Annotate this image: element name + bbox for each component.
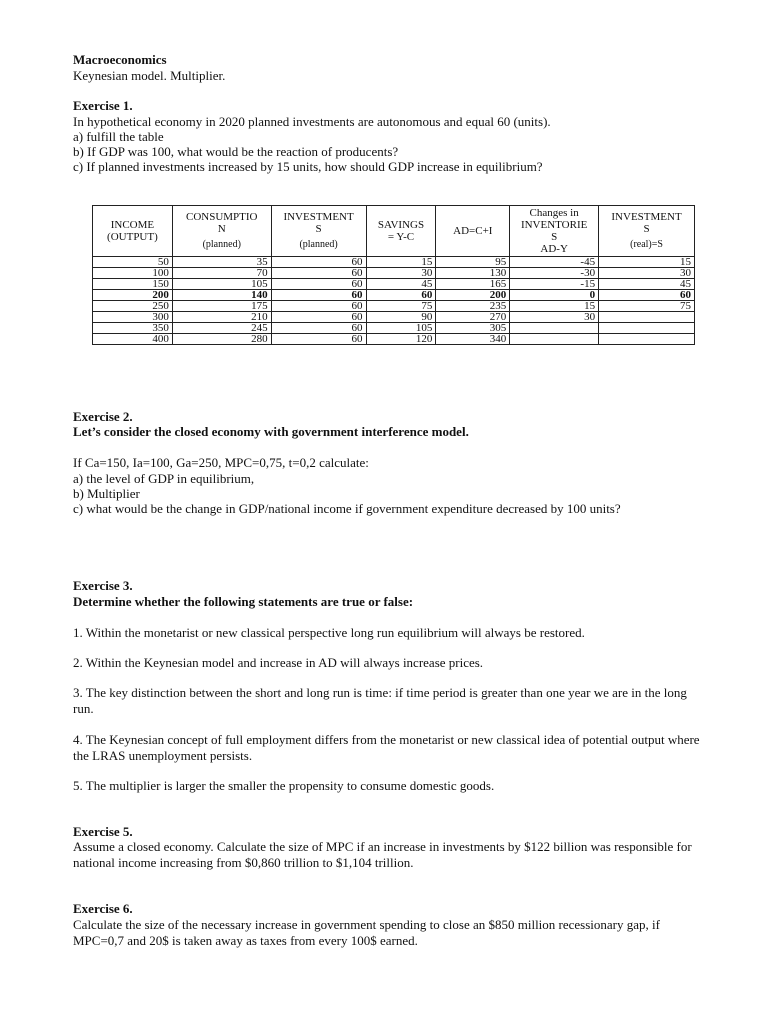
table-cell: 90 (366, 312, 436, 323)
header-label: Changes in INVENTORIE S AD-Y (520, 207, 588, 255)
table-cell: 100 (93, 268, 173, 279)
table-cell: 30 (510, 312, 599, 323)
exercise-2-given: If Ca=150, Ia=100, Ga=250, MPC=0,75, t=0,2 calculate: (73, 455, 369, 470)
table-cell: 0 (510, 290, 599, 301)
table-row (93, 268, 695, 279)
exercise-1-title: Exercise 1. (73, 98, 133, 113)
table-row (93, 257, 695, 268)
table-cell: 75 (366, 301, 436, 312)
exercise-2-b: b) Multiplier (73, 486, 140, 501)
table-cell: 280 (172, 334, 271, 345)
table-cell: 60 (271, 334, 366, 345)
table-cell: 50 (93, 257, 173, 268)
table-row (93, 290, 695, 301)
table-cell (599, 323, 695, 334)
table-cell: 60 (599, 290, 695, 301)
header-label: INVESTMENT S (283, 211, 354, 235)
table-cell: 210 (172, 312, 271, 323)
table-cell (599, 334, 695, 345)
exercise-1-a: a) fulfill the table (73, 129, 164, 144)
table-cell: 60 (271, 279, 366, 290)
statement-5: 5. The multiplier is larger the smaller the propensity to consume domestic goods. (73, 778, 495, 793)
table-cell: 70 (172, 268, 271, 279)
table-cell: 60 (271, 290, 366, 301)
table-cell: 45 (599, 279, 695, 290)
table-cell: 120 (366, 334, 436, 345)
exercise-6-text: Calculate the size of the necessary increase in government spending to close an $850 million recessionary gap, if MPC=0,7 and 20$ is taken away as taxes from every 100$ earned. (73, 917, 660, 948)
table-row (93, 334, 695, 345)
table-cell: 250 (93, 301, 173, 312)
table-cell: 105 (172, 279, 271, 290)
table-cell: 300 (93, 312, 173, 323)
table-cell: 150 (93, 279, 173, 290)
statement-3: 3. The key distinction between the short and long run is time: if time period is greater than one year we are in the long run. (73, 685, 687, 716)
table-header-cell (599, 206, 695, 257)
table-header-cell (93, 206, 173, 257)
header-label: AD=C+I (453, 225, 493, 237)
table-cell: 60 (271, 257, 366, 268)
table-header-cell (510, 206, 599, 257)
table-cell: 140 (172, 290, 271, 301)
table-body (93, 257, 695, 345)
table-cell: 60 (366, 290, 436, 301)
table-cell: 105 (366, 323, 436, 334)
table-cell: 15 (599, 257, 695, 268)
table-cell: 130 (436, 268, 510, 279)
exercise-1-intro: In hypothetical economy in 2020 planned investments are autonomous and equal 60 (units). (73, 114, 551, 129)
header-label: CONSUMPTIO N (185, 211, 258, 235)
exercise-2-title: Exercise 2. (73, 409, 133, 424)
table-header-cell (366, 206, 436, 257)
exercise-3-subtitle: Determine whether the following statements are true or false: (73, 594, 414, 609)
table-cell: -45 (510, 257, 599, 268)
table-cell: 30 (366, 268, 436, 279)
header-label: INVESTMENT S (611, 211, 682, 235)
doc-subtitle: Keynesian model. Multiplier. (73, 68, 226, 83)
table-cell: 15 (510, 301, 599, 312)
table-cell: 165 (436, 279, 510, 290)
table-cell (510, 323, 599, 334)
table-row (93, 301, 695, 312)
table-cell: 400 (93, 334, 173, 345)
table-cell: 60 (271, 268, 366, 279)
keynesian-table (92, 205, 695, 345)
table-cell: 200 (436, 290, 510, 301)
table-cell: 60 (271, 301, 366, 312)
exercise-2-subtitle: Let’s consider the closed economy with government interference model. (73, 424, 469, 439)
exercise-1-c: c) If planned investments increased by 15 units, how should GDP increase in equilibrium? (73, 159, 543, 174)
exercise-3-title: Exercise 3. (73, 578, 133, 593)
table-cell: 60 (271, 323, 366, 334)
table-header-cell (271, 206, 366, 257)
table-cell (510, 334, 599, 345)
doc-title: Macroeconomics (73, 52, 167, 67)
exercise-5-title: Exercise 5. (73, 824, 133, 839)
table-cell: 175 (172, 301, 271, 312)
table-header-cell (436, 206, 510, 257)
table-cell: 200 (93, 290, 173, 301)
exercise-2-a: a) the level of GDP in equilibrium, (73, 471, 255, 486)
exercise-6-title: Exercise 6. (73, 901, 133, 916)
table-row (93, 312, 695, 323)
table-header-row (93, 206, 695, 257)
header-label: SAVINGS = Y-C (377, 219, 425, 243)
table-row (93, 279, 695, 290)
table-header-cell (172, 206, 271, 257)
table-cell: 45 (366, 279, 436, 290)
exercise-5-text: Assume a closed economy. Calculate the size of MPC if an increase in investments by $122 billion was responsible for national income increasing from $0,860 trillion to $1,104 trillion. (73, 839, 692, 870)
table-cell: 75 (599, 301, 695, 312)
table-cell: 340 (436, 334, 510, 345)
table-cell: 245 (172, 323, 271, 334)
exercise-1-b: b) If GDP was 100, what would be the reaction of producents? (73, 144, 399, 159)
table-cell (599, 312, 695, 323)
header-sublabel: (planned) (202, 239, 241, 250)
table-cell: 35 (172, 257, 271, 268)
table-cell: -15 (510, 279, 599, 290)
header-label: INCOME (OUTPUT) (107, 219, 158, 243)
table-cell: -30 (510, 268, 599, 279)
table-row (93, 323, 695, 334)
table-cell: 60 (271, 312, 366, 323)
statement-1: 1. Within the monetarist or new classical perspective long run equilibrium will always be restored. (73, 625, 585, 640)
header-sublabel: (real)=S (630, 239, 663, 250)
header-sublabel: (planned) (299, 239, 338, 250)
table-cell: 305 (436, 323, 510, 334)
table-cell: 350 (93, 323, 173, 334)
table-cell: 15 (366, 257, 436, 268)
statement-2: 2. Within the Keynesian model and increase in AD will always increase prices. (73, 655, 484, 670)
table-cell: 95 (436, 257, 510, 268)
table-cell: 235 (436, 301, 510, 312)
table-cell: 30 (599, 268, 695, 279)
table-cell: 270 (436, 312, 510, 323)
statement-4: 4. The Keynesian concept of full employment differs from the monetarist or new classical idea of potential output where the LRAS unemployment persists. (73, 732, 700, 763)
exercise-2-c: c) what would be the change in GDP/national income if government expenditure decreased by 100 units? (73, 501, 621, 516)
